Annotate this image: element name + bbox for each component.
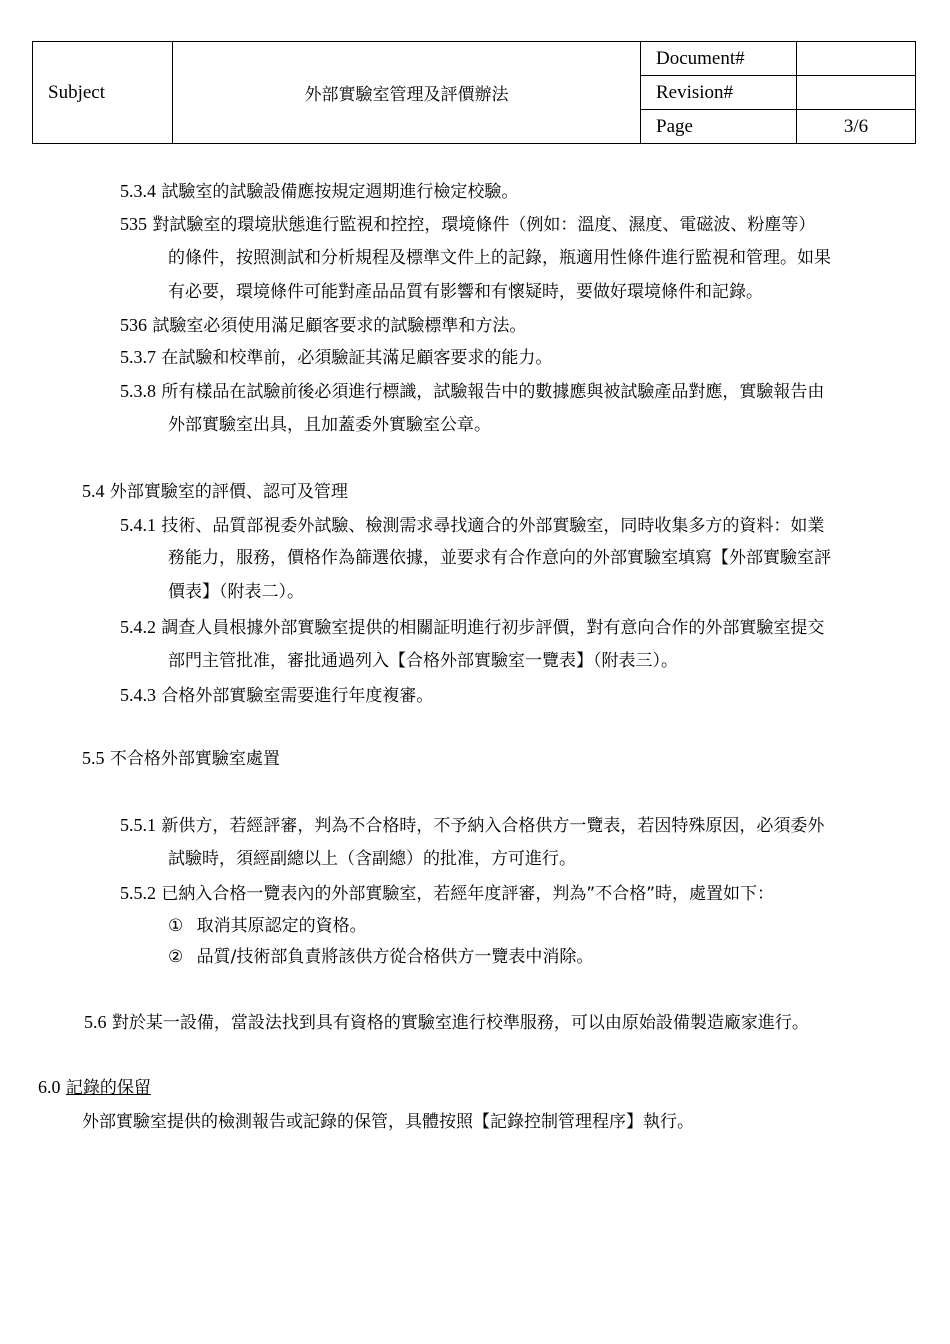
section-number: 5.6 xyxy=(84,1012,107,1032)
clause-number: 5.5.2 xyxy=(120,883,156,903)
list-marker: ② xyxy=(168,947,184,967)
page-value: 3/6 xyxy=(797,110,916,144)
paragraph-5-3-5-line2: 的條件，按照測試和分析規程及標準文件上的記錄，瓶適用性條件進行監視和管理。如果 xyxy=(168,248,831,268)
list-item xyxy=(168,946,593,968)
paragraph-5-3-5 xyxy=(120,213,815,236)
paragraph-5-3-5-line3: 有必要，環境條件可能對產品品質有影響和有懷疑時，要做好環境條件和記錄。 xyxy=(168,282,763,302)
document-title: 外部實驗室管理及評價辦法 xyxy=(173,42,641,144)
clause-text: 試驗室的試驗設備應按規定週期進行檢定校驗。 xyxy=(161,182,519,202)
revision-value xyxy=(797,76,916,110)
page-label: Page xyxy=(641,110,797,144)
clause-number: 5.5.1 xyxy=(120,815,156,835)
clause-number: 5.3.8 xyxy=(120,381,156,401)
paragraph-5-3-8-line2: 外部實驗室出具，且加蓋委外實驗室公章。 xyxy=(168,415,491,435)
section-number: 6.0 xyxy=(38,1077,61,1097)
section-6-0-heading xyxy=(38,1076,151,1099)
section-title: 不合格外部實驗室處置 xyxy=(109,749,280,769)
clause-text: 所有樣品在試驗前後必須進行標識，試驗報告中的數據應與被試驗產品對應，實驗報告由 xyxy=(161,382,825,402)
list-item-text: 品質/技術部負責將該供方從合格供方一覽表中消除。 xyxy=(196,947,594,967)
clause-text: 技術、品質部視委外試驗、檢測需求尋找適合的外部實驗室，同時收集多方的資料：如業 xyxy=(161,516,825,536)
paragraph-5-5-2 xyxy=(120,882,774,905)
paragraph-5-4-1-line2: 務能力，服務，價格作為篩選依據，並要求有合作意向的外部實驗室填寫【外部實驗室評 xyxy=(168,548,831,568)
clause-text: 新供方，若經評審，判為不合格時，不予納入合格供方一覽表，若因特殊原因，必須委外 xyxy=(161,816,825,836)
section-5-4-heading xyxy=(82,480,348,503)
paragraph-5-5-1 xyxy=(120,814,824,837)
clause-text: 調查人員根據外部實驗室提供的相關証明進行初步評價，對有意向合作的外部實驗室提交 xyxy=(161,618,825,638)
subject-label: Subject xyxy=(33,42,173,144)
document-header-table xyxy=(32,41,916,144)
clause-number: 5.3.7 xyxy=(120,347,156,367)
clause-text: 已納入合格一覽表內的外部實驗室，若經年度評審，判為”不合格”時，處置如下： xyxy=(161,884,775,904)
clause-number: 5.4.2 xyxy=(120,617,156,637)
paragraph-5-3-6 xyxy=(120,314,526,337)
paragraph-5-3-7 xyxy=(120,346,552,369)
document-number-label: Document# xyxy=(641,42,797,76)
section-6-0-text: 外部實驗室提供的檢測報告或記錄的保管，具體按照【記錄控制管理程序】執行。 xyxy=(82,1112,694,1132)
list-item-text: 取消其原認定的資格。 xyxy=(196,916,367,936)
list-marker: ① xyxy=(168,916,184,936)
document-number-value xyxy=(797,42,916,76)
section-text: 對於某一設備，當設法找到具有資格的實驗室進行校準服務，可以由原始設備製造廠家進行。 xyxy=(111,1013,809,1033)
paragraph-5-4-3 xyxy=(120,684,433,707)
paragraph-5-4-2 xyxy=(120,616,824,639)
section-5-6 xyxy=(84,1011,809,1034)
clause-text: 對試驗室的環境狀態進行監視和控控，環境條件（例如：溫度、濕度、電磁波、粉塵等） xyxy=(152,215,816,235)
clause-text: 試驗室必須使用滿足顧客要求的試驗標準和方法。 xyxy=(152,316,527,336)
paragraph-5-4-2-line2: 部門主管批准，審批通過列入【合格外部實驗室一覽表】（附表三）。 xyxy=(168,651,678,671)
clause-number: 5.3.4 xyxy=(120,181,156,201)
section-title: 外部實驗室的評價、認可及管理 xyxy=(109,482,348,502)
paragraph-5-4-1-line3: 價表】（附表二）。 xyxy=(168,582,304,602)
revision-label: Revision# xyxy=(641,76,797,110)
paragraph-5-3-8 xyxy=(120,380,824,403)
paragraph-5-3-4 xyxy=(120,180,518,203)
list-item xyxy=(168,915,367,937)
paragraph-5-5-1-line2: 試驗時，須經副總以上（含副總）的批准，方可進行。 xyxy=(168,849,576,869)
clause-text: 在試驗和校準前，必須驗証其滿足顧客要求的能力。 xyxy=(161,348,553,368)
clause-text: 合格外部實驗室需要進行年度複審。 xyxy=(161,686,434,706)
clause-number: 5.4.1 xyxy=(120,515,156,535)
paragraph-5-4-1 xyxy=(120,514,824,537)
clause-number: 5.4.3 xyxy=(120,685,156,705)
section-number: 5.5 xyxy=(82,748,105,768)
section-title: 記錄的保留 xyxy=(65,1078,151,1098)
section-5-5-heading xyxy=(82,747,280,770)
clause-number: 536 xyxy=(120,315,147,335)
clause-number: 535 xyxy=(120,214,147,234)
section-number: 5.4 xyxy=(82,481,105,501)
